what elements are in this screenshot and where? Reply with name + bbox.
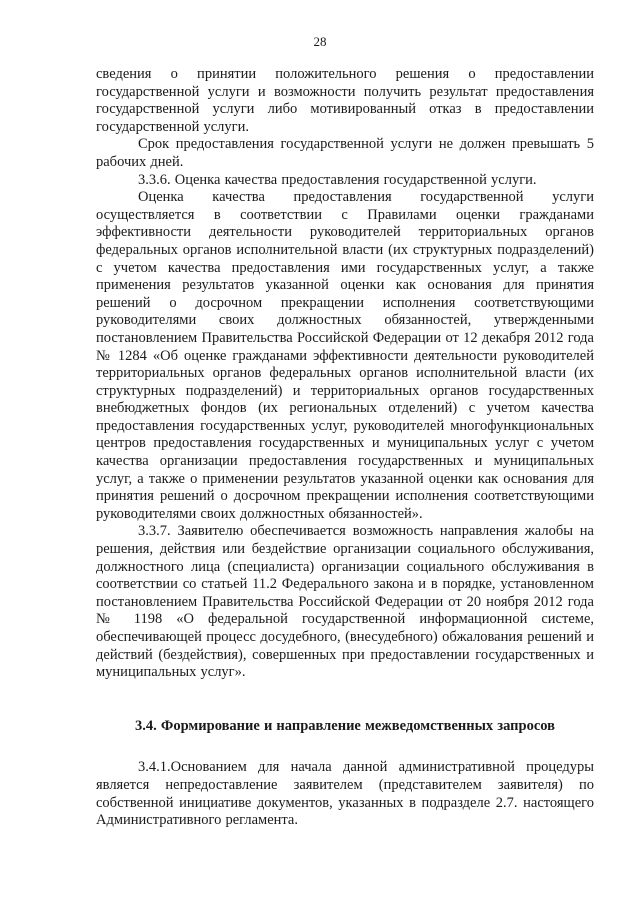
paragraph-3-4-1: 3.4.1.Основанием для начала данной административной процедуры является непредоставление заявителем (представителем заявителя) по собственной инициативе документов, указанных в подразделе 2.7. настоящего Административного регламента.	[96, 759, 594, 829]
paragraph-3-3-6-title: 3.3.6. Оценка качества предоставления государственной услуги.	[138, 171, 537, 188]
document-body	[96, 66, 594, 830]
paragraph-service-term: Срок предоставления государственной услуги не должен превышать 5 рабочих дней.	[96, 136, 594, 170]
section-heading-3-4: 3.4. Формирование и направление межведомственных запросов	[134, 717, 556, 734]
paragraph-decision-info: сведения о принятии положительного решения о предоставлении государственной услуги и возможности получить результат предоставления государственной услуги либо мотивированный отказ в предоставлении государственной услуги.	[96, 66, 594, 135]
paragraph-quality-assessment: Оценка качества предоставления государственной услуги осуществляется в соответствии с Правилами оценки гражданами эффективности деятельности руководителей территориальных органов федеральных органов исполнительной власти (их структурных подразделений) с учетом качества предоставления ими государственных услуг, а также применения результатов указанной оценки как основания для принятия решений о досрочном прекращении исполнения соответствующими руководителями своих должностных обязанностей, утвержденными постановлением Правительства Российской Федерации от 12 декабря 2012 года № 1284 «Об оценке гражданами эффективности деятельности руководителей территориальных органов федеральных органов исполнительной власти (их структурных подразделений) и территориальных органов государственных внебюджетных фондов (их региональных отделений) с учетом качества предоставления государственных услуг, руководителей многофункциональных центров предоставления государственных и муниципальных услуг с учетом качества организации предоставления государственных и муниципальных услуг, а также о применении результатов указанной оценки как основания для принятия решений о досрочном прекращении исполнения соответствующими руководителями своих должностных обязанностей».	[96, 189, 594, 522]
paragraph-3-3-7-complaint: 3.3.7. Заявителю обеспечивается возможность направления жалобы на решения, действия или бездействие организации социального обслуживания, должностного лица (специалиста) организации социального обслуживания в соответствии со статьей 11.2 Федерального закона и в порядке, установленном постановлением Правительства Российской Федерации от 20 ноября 2012 года № 1198 «О федеральной государственной информационной системе, обеспечивающей процесс досудебного, (внесудебного) обжалования решений и действий (бездействия), совершенных при предоставлении государственных и муниципальных услуг».	[96, 523, 594, 681]
page-number: 28	[313, 34, 327, 49]
